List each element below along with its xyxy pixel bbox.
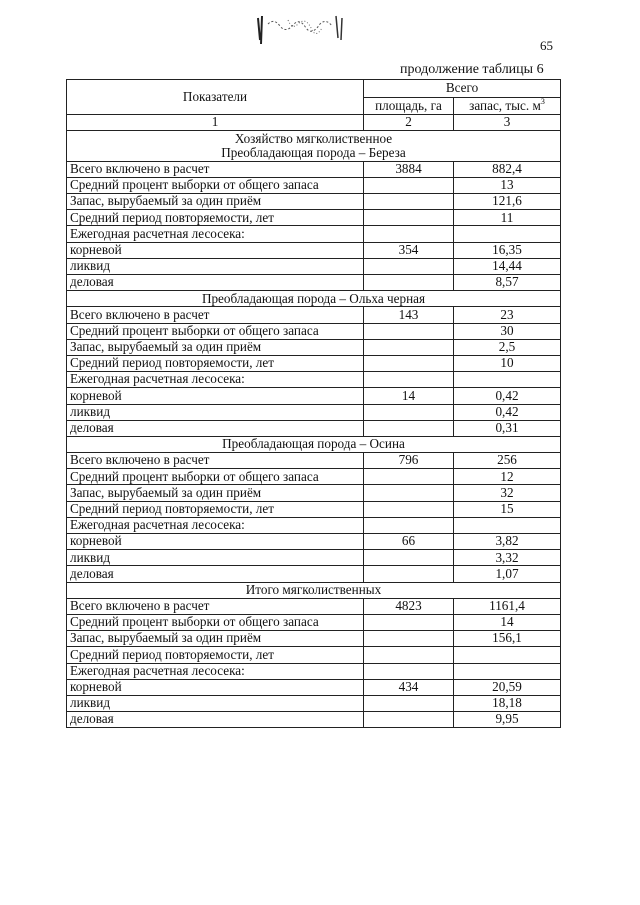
- table-row: [67, 631, 561, 647]
- table-row: [67, 695, 561, 711]
- table-row: [67, 647, 561, 663]
- row-stock-value: 1161,4: [454, 598, 561, 614]
- row-stock-value: 156,1: [454, 631, 561, 647]
- row-label: Средний процент выборки от общего запаса: [67, 323, 364, 339]
- row-stock-value: 9,95: [454, 712, 561, 728]
- table-row: [67, 323, 561, 339]
- row-label: Ежегодная расчетная лесосека:: [67, 226, 364, 242]
- row-area-value: [364, 485, 454, 501]
- table-row: [67, 161, 561, 177]
- row-label: корневой: [67, 679, 364, 695]
- section-title-row: [67, 582, 561, 598]
- row-area-value: [364, 355, 454, 371]
- row-stock-value: 3,82: [454, 534, 561, 550]
- row-area-value: [364, 566, 454, 582]
- row-stock-value: 16,35: [454, 242, 561, 258]
- stamp-scribble-mark: [248, 10, 368, 48]
- section-title-row: [67, 130, 561, 161]
- header-area: площадь, га: [364, 98, 454, 115]
- row-stock-value: 256: [454, 453, 561, 469]
- row-label: деловая: [67, 420, 364, 436]
- row-label: Средний период повторяемости, лет: [67, 501, 364, 517]
- table-row: [67, 242, 561, 258]
- column-number-1: 1: [67, 114, 364, 130]
- row-area-value: [364, 420, 454, 436]
- table-row: [67, 404, 561, 420]
- table-row: [67, 355, 561, 371]
- row-area-value: 4823: [364, 598, 454, 614]
- row-label: Ежегодная расчетная лесосека:: [67, 372, 364, 388]
- row-stock-value: 13: [454, 177, 561, 193]
- row-label: Запас, вырубаемый за один приём: [67, 631, 364, 647]
- table-row: [67, 453, 561, 469]
- row-label: Запас, вырубаемый за один приём: [67, 485, 364, 501]
- row-label: деловая: [67, 275, 364, 291]
- row-stock-value: 0,31: [454, 420, 561, 436]
- row-stock-value: [454, 663, 561, 679]
- header-stock: [454, 98, 561, 115]
- forest-stock-table: [66, 79, 561, 728]
- row-area-value: [364, 550, 454, 566]
- table-row: [67, 517, 561, 533]
- row-stock-value: 20,59: [454, 679, 561, 695]
- row-label: Средний период повторяемости, лет: [67, 355, 364, 371]
- row-label: Запас, вырубаемый за один приём: [67, 194, 364, 210]
- row-label: ликвид: [67, 404, 364, 420]
- row-area-value: [364, 614, 454, 630]
- table-row: [67, 275, 561, 291]
- row-label: Ежегодная расчетная лесосека:: [67, 517, 364, 533]
- row-area-value: [364, 339, 454, 355]
- row-label: корневой: [67, 242, 364, 258]
- row-stock-value: 30: [454, 323, 561, 339]
- row-stock-value: [454, 647, 561, 663]
- row-area-value: [364, 501, 454, 517]
- row-stock-value: 18,18: [454, 695, 561, 711]
- table-row: [67, 614, 561, 630]
- block-title: Итого мягколиственных: [245, 582, 382, 597]
- row-label: Всего включено в расчет: [67, 161, 364, 177]
- row-area-value: [364, 372, 454, 388]
- row-stock-value: 14,44: [454, 258, 561, 274]
- table-row: [67, 550, 561, 566]
- row-label: ликвид: [67, 258, 364, 274]
- row-area-value: 354: [364, 242, 454, 258]
- row-area-value: 3884: [364, 161, 454, 177]
- table-row: [67, 226, 561, 242]
- row-stock-value: 3,32: [454, 550, 561, 566]
- table-row: [67, 258, 561, 274]
- row-label: Средний период повторяемости, лет: [67, 647, 364, 663]
- row-label: Средний процент выборки от общего запаса: [67, 469, 364, 485]
- header-indicators: Показатели: [67, 80, 364, 115]
- row-area-value: [364, 226, 454, 242]
- row-stock-value: 32: [454, 485, 561, 501]
- row-stock-value: 11: [454, 210, 561, 226]
- row-stock-value: 23: [454, 307, 561, 323]
- section-title-cell: [67, 130, 561, 161]
- row-area-value: 434: [364, 679, 454, 695]
- column-number-row: [67, 114, 561, 130]
- section-title-cell: [67, 436, 561, 452]
- row-area-value: [364, 258, 454, 274]
- row-area-value: 66: [364, 534, 454, 550]
- row-area-value: [364, 275, 454, 291]
- row-stock-value: 2,5: [454, 339, 561, 355]
- row-stock-value: [454, 226, 561, 242]
- table-row: [67, 663, 561, 679]
- row-stock-value: 121,6: [454, 194, 561, 210]
- table-continuation-caption: продолжение таблицы 6: [400, 62, 544, 77]
- row-label: Средний процент выборки от общего запаса: [67, 614, 364, 630]
- section-title-cell: [67, 582, 561, 598]
- header-total-group: Всего: [364, 80, 561, 98]
- section-title-cell: [67, 291, 561, 307]
- row-stock-value: [454, 517, 561, 533]
- table-row: [67, 469, 561, 485]
- row-label: Всего включено в расчет: [67, 453, 364, 469]
- row-label: деловая: [67, 712, 364, 728]
- row-stock-value: 12: [454, 469, 561, 485]
- table-row: [67, 598, 561, 614]
- row-area-value: 14: [364, 388, 454, 404]
- row-stock-value: 882,4: [454, 161, 561, 177]
- table-row: [67, 388, 561, 404]
- row-area-value: [364, 469, 454, 485]
- row-label: ликвид: [67, 550, 364, 566]
- row-stock-value: 14: [454, 614, 561, 630]
- page-number: 65: [540, 38, 553, 53]
- table-header-row: [67, 80, 561, 98]
- row-label: Запас, вырубаемый за один приём: [67, 339, 364, 355]
- block-title: Преобладающая порода – Береза: [221, 144, 406, 160]
- header-stock-sup: 3: [540, 97, 545, 106]
- farm-title: Хозяйство мягколиственное: [234, 130, 393, 146]
- table-row: [67, 566, 561, 582]
- row-label: Средний период повторяемости, лет: [67, 210, 364, 226]
- row-area-value: [364, 712, 454, 728]
- row-area-value: [364, 210, 454, 226]
- table-row: [67, 210, 561, 226]
- row-area-value: [364, 663, 454, 679]
- row-area-value: [364, 323, 454, 339]
- table-row: [67, 177, 561, 193]
- row-area-value: [364, 404, 454, 420]
- table-row: [67, 339, 561, 355]
- column-number-3: 3: [454, 114, 561, 130]
- row-label: Ежегодная расчетная лесосека:: [67, 663, 364, 679]
- table-row: [67, 372, 561, 388]
- table-row: [67, 679, 561, 695]
- row-area-value: 796: [364, 453, 454, 469]
- table-row: [67, 712, 561, 728]
- header-stock-text: запас, тыс. м: [469, 98, 541, 113]
- section-title-row: [67, 436, 561, 452]
- row-area-value: [364, 194, 454, 210]
- row-label: Средний процент выборки от общего запаса: [67, 177, 364, 193]
- row-area-value: [364, 647, 454, 663]
- row-stock-value: 10: [454, 355, 561, 371]
- row-label: ликвид: [67, 695, 364, 711]
- row-stock-value: [454, 372, 561, 388]
- row-area-value: 143: [364, 307, 454, 323]
- row-label: Всего включено в расчет: [67, 598, 364, 614]
- row-label: корневой: [67, 388, 364, 404]
- table-row: [67, 485, 561, 501]
- block-title: Преобладающая порода – Осина: [222, 436, 405, 452]
- row-stock-value: 8,57: [454, 275, 561, 291]
- row-area-value: [364, 631, 454, 647]
- table-row: [67, 534, 561, 550]
- row-label: корневой: [67, 534, 364, 550]
- row-area-value: [364, 177, 454, 193]
- column-number-2: 2: [364, 114, 454, 130]
- table-row: [67, 501, 561, 517]
- row-label: деловая: [67, 566, 364, 582]
- row-stock-value: 0,42: [454, 404, 561, 420]
- row-area-value: [364, 517, 454, 533]
- row-stock-value: 0,42: [454, 388, 561, 404]
- table-row: [67, 307, 561, 323]
- table-row: [67, 420, 561, 436]
- row-stock-value: 15: [454, 501, 561, 517]
- row-stock-value: 1,07: [454, 566, 561, 582]
- row-area-value: [364, 695, 454, 711]
- table-row: [67, 194, 561, 210]
- block-title: Преобладающая порода – Ольха черная: [201, 290, 426, 306]
- row-label: Всего включено в расчет: [67, 307, 364, 323]
- section-title-row: [67, 291, 561, 307]
